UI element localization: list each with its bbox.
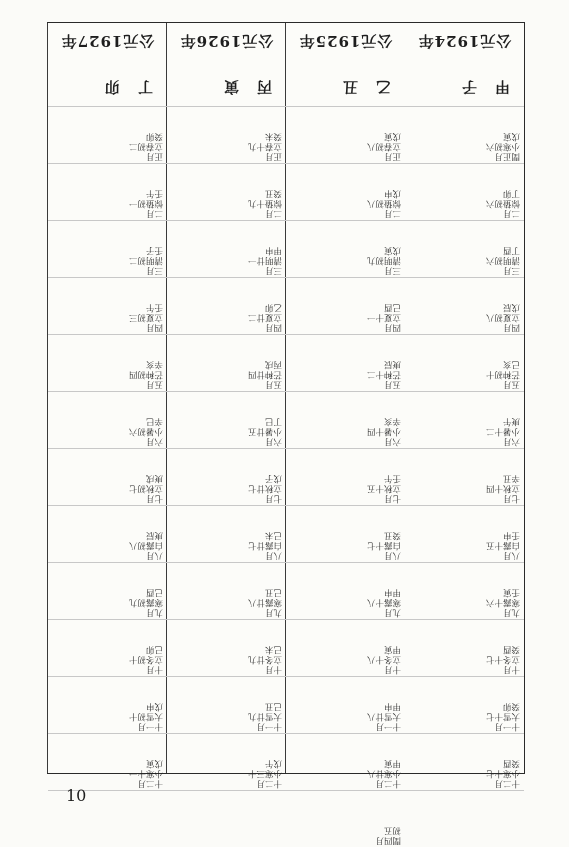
month-text: 寒露廿八 bbox=[247, 597, 282, 607]
month-cell bbox=[286, 619, 405, 676]
month-text: 壬申 bbox=[502, 530, 520, 540]
year-header bbox=[405, 23, 524, 107]
month-text: 三月 bbox=[383, 265, 401, 275]
month-text: 壬寅 bbox=[502, 587, 520, 597]
month-text: 十月 bbox=[502, 664, 520, 674]
month-text: 芒种初十 bbox=[485, 369, 520, 379]
year-title: 公元1924年 bbox=[417, 32, 512, 50]
month-text: 十一月 bbox=[256, 721, 282, 731]
month-cell bbox=[286, 676, 405, 733]
month-text: 十二月 bbox=[256, 778, 282, 788]
month-cell bbox=[286, 505, 405, 562]
month-text: 白露十七 bbox=[366, 540, 401, 550]
month-text: 戊申 bbox=[383, 188, 401, 198]
month-cell bbox=[286, 733, 405, 790]
month-text: 癸酉 bbox=[502, 758, 520, 768]
month-text: 辛巳 bbox=[145, 416, 163, 426]
month-cell bbox=[405, 391, 524, 448]
month-text: 八月 bbox=[264, 550, 282, 560]
month-text: 二月 bbox=[145, 208, 163, 218]
month-text: 丙戌 bbox=[264, 359, 282, 369]
month-text: 甲申 bbox=[383, 701, 401, 711]
month-text: 惊蛰十九 bbox=[247, 198, 282, 208]
month-cell bbox=[48, 220, 167, 277]
month-text: 立夏初三 bbox=[128, 312, 163, 322]
year-header bbox=[167, 23, 286, 107]
month-list bbox=[405, 106, 524, 788]
month-text: 二月 bbox=[264, 208, 282, 218]
month-cell bbox=[48, 334, 167, 391]
month-text: 十一月 bbox=[137, 721, 163, 731]
month-text: 庚辰 bbox=[145, 530, 163, 540]
month-text: 戊寅 bbox=[502, 131, 520, 141]
month-cell bbox=[405, 163, 524, 220]
month-text: 己丑 bbox=[264, 701, 282, 711]
month-cell bbox=[405, 277, 524, 334]
month-text: 壬午 bbox=[145, 302, 163, 312]
month-text: 癸卯 bbox=[502, 701, 520, 711]
month-text: 癸丑 bbox=[383, 530, 401, 540]
month-text: 閏四月 bbox=[375, 835, 401, 845]
month-text: 立夏十一 bbox=[366, 312, 401, 322]
month-text: 二月 bbox=[383, 208, 401, 218]
month-cell bbox=[48, 619, 167, 676]
month-text: 小暑十四 bbox=[366, 426, 401, 436]
month-text: 立秋廿七 bbox=[247, 483, 282, 493]
month-cell bbox=[167, 562, 286, 619]
month-text: 惊蛰初一 bbox=[128, 198, 163, 208]
month-text: 清明廿一 bbox=[247, 255, 282, 265]
month-text: 小寒廿八 bbox=[366, 768, 401, 778]
month-cell bbox=[286, 163, 405, 220]
month-cell bbox=[405, 676, 524, 733]
month-list bbox=[167, 106, 286, 788]
month-text: 初五 bbox=[383, 825, 401, 835]
month-text: 閏正月 bbox=[494, 151, 520, 161]
month-cell bbox=[405, 505, 524, 562]
year-ganzhi: 乙丑 bbox=[324, 78, 391, 96]
month-cell bbox=[167, 505, 286, 562]
month-text: 十一月 bbox=[494, 721, 520, 731]
month-text: 十二月 bbox=[137, 778, 163, 788]
month-text: 己酉 bbox=[383, 302, 401, 312]
month-text: 戊子 bbox=[264, 473, 282, 483]
month-text: 丁卯 bbox=[502, 188, 520, 198]
month-text: 立冬十八 bbox=[366, 654, 401, 664]
month-text: 正月 bbox=[264, 151, 282, 161]
year-header bbox=[48, 23, 167, 107]
month-text: 七月 bbox=[264, 493, 282, 503]
month-cell bbox=[405, 448, 524, 505]
month-text: 六月 bbox=[502, 436, 520, 446]
month-text: 大雪廿九 bbox=[247, 711, 282, 721]
month-cell bbox=[48, 163, 167, 220]
month-text: 四月 bbox=[264, 322, 282, 332]
month-text: 惊蛰初八 bbox=[366, 198, 401, 208]
year-ganzhi: 丁卯 bbox=[86, 78, 153, 96]
month-cell bbox=[286, 106, 405, 163]
month-text: 十一月 bbox=[375, 721, 401, 731]
month-text: 二月 bbox=[502, 208, 520, 218]
month-text: 正月 bbox=[145, 151, 163, 161]
month-text: 己丑 bbox=[264, 587, 282, 597]
year-header bbox=[286, 23, 405, 107]
month-text: 戊午 bbox=[264, 758, 282, 768]
month-text: 三月 bbox=[145, 265, 163, 275]
month-text: 立春十九 bbox=[247, 141, 282, 151]
month-cell bbox=[48, 277, 167, 334]
month-cell bbox=[286, 562, 405, 619]
month-cell bbox=[48, 505, 167, 562]
month-cell bbox=[286, 277, 405, 334]
month-text: 十月 bbox=[145, 664, 163, 674]
month-text: 九月 bbox=[145, 607, 163, 617]
month-text: 芒种廿四 bbox=[247, 369, 282, 379]
year-column bbox=[47, 23, 167, 788]
month-cell bbox=[167, 676, 286, 733]
month-text: 白露廿七 bbox=[247, 540, 282, 550]
month-text: 立秋十四 bbox=[485, 483, 520, 493]
month-text: 清明初九 bbox=[366, 255, 401, 265]
month-cell bbox=[167, 334, 286, 391]
month-text: 小暑十二 bbox=[485, 426, 520, 436]
month-text: 立夏初八 bbox=[485, 312, 520, 322]
month-cell bbox=[167, 277, 286, 334]
month-text: 己卯 bbox=[145, 644, 163, 654]
year-ganzhi: 甲子 bbox=[443, 78, 510, 96]
month-text: 清明初二 bbox=[128, 255, 163, 265]
month-text: 癸卯 bbox=[145, 131, 163, 141]
month-text: 五月 bbox=[264, 379, 282, 389]
month-cell bbox=[48, 391, 167, 448]
month-text: 辛亥 bbox=[145, 359, 163, 369]
month-text: 戊寅 bbox=[383, 245, 401, 255]
month-text: 九月 bbox=[502, 607, 520, 617]
month-cell bbox=[405, 334, 524, 391]
year-column bbox=[285, 23, 405, 845]
month-text: 立春初二 bbox=[128, 141, 163, 151]
month-cell bbox=[286, 790, 405, 847]
month-cell bbox=[167, 733, 286, 790]
month-text: 惊蛰初六 bbox=[485, 198, 520, 208]
month-text: 寒露初九 bbox=[128, 597, 163, 607]
month-text: 乙卯 bbox=[264, 302, 282, 312]
month-text: 戊辰 bbox=[502, 302, 520, 312]
month-text: 戊寅 bbox=[145, 758, 163, 768]
month-cell bbox=[167, 163, 286, 220]
month-text: 正月 bbox=[383, 151, 401, 161]
month-text: 壬子 bbox=[145, 245, 163, 255]
month-text: 四月 bbox=[502, 322, 520, 332]
month-text: 六月 bbox=[145, 436, 163, 446]
month-text: 戊申 bbox=[145, 701, 163, 711]
month-text: 六月 bbox=[264, 436, 282, 446]
month-text: 寒露十六 bbox=[485, 597, 520, 607]
month-cell bbox=[167, 106, 286, 163]
month-text: 小寒初六 bbox=[485, 141, 520, 151]
month-text: 癸丑 bbox=[264, 188, 282, 198]
month-cell bbox=[167, 790, 286, 847]
month-text: 清明初六 bbox=[485, 255, 520, 265]
month-text: 九月 bbox=[264, 607, 282, 617]
month-cell bbox=[286, 220, 405, 277]
month-text: 立冬初十 bbox=[128, 654, 163, 664]
month-text: 小寒十一 bbox=[128, 768, 163, 778]
month-text: 己未 bbox=[264, 644, 282, 654]
month-text: 三月 bbox=[502, 265, 520, 275]
month-text: 七月 bbox=[383, 493, 401, 503]
month-text: 三月 bbox=[264, 265, 282, 275]
month-text: 五月 bbox=[383, 379, 401, 389]
month-text: 丁巳 bbox=[264, 416, 282, 426]
month-text: 十二月 bbox=[494, 778, 520, 788]
month-text: 庚辰 bbox=[383, 359, 401, 369]
month-text: 八月 bbox=[383, 550, 401, 560]
month-text: 小暑初六 bbox=[128, 426, 163, 436]
month-text: 甲申 bbox=[383, 587, 401, 597]
year-title: 公元1927年 bbox=[60, 32, 155, 50]
year-column bbox=[405, 23, 524, 788]
month-text: 甲寅 bbox=[383, 644, 401, 654]
month-text: 九月 bbox=[383, 607, 401, 617]
month-text: 大雪廿八 bbox=[366, 711, 401, 721]
month-text: 十月 bbox=[264, 664, 282, 674]
month-text: 小寒三十 bbox=[247, 768, 282, 778]
month-cell bbox=[286, 448, 405, 505]
month-text: 己酉 bbox=[145, 587, 163, 597]
month-cell bbox=[405, 106, 524, 163]
month-text: 甲寅 bbox=[383, 758, 401, 768]
month-text: 小暑廿五 bbox=[247, 426, 282, 436]
month-text: 立春初八 bbox=[366, 141, 401, 151]
month-text: 壬午 bbox=[383, 473, 401, 483]
month-cell bbox=[405, 790, 524, 847]
month-text: 己未 bbox=[264, 530, 282, 540]
month-text: 立夏廿二 bbox=[247, 312, 282, 322]
month-text: 立秋初七 bbox=[128, 483, 163, 493]
month-text: 立冬廿九 bbox=[247, 654, 282, 664]
month-text: 白露十五 bbox=[485, 540, 520, 550]
month-text: 辛丑 bbox=[502, 473, 520, 483]
month-cell bbox=[48, 562, 167, 619]
year-column bbox=[166, 23, 286, 788]
month-cell bbox=[167, 220, 286, 277]
month-cell bbox=[405, 562, 524, 619]
month-cell bbox=[48, 448, 167, 505]
month-text: 立冬十七 bbox=[485, 654, 520, 664]
month-text: 芒种十二 bbox=[366, 369, 401, 379]
month-text: 甲申 bbox=[264, 245, 282, 255]
month-text: 八月 bbox=[502, 550, 520, 560]
month-cell bbox=[167, 448, 286, 505]
month-cell bbox=[286, 334, 405, 391]
month-text: 癸未 bbox=[264, 131, 282, 141]
month-text: 小寒十七 bbox=[485, 768, 520, 778]
month-text: 庚戌 bbox=[145, 473, 163, 483]
month-text: 己亥 bbox=[502, 359, 520, 369]
month-text: 大雪十七 bbox=[485, 711, 520, 721]
month-text: 立秋十五 bbox=[366, 483, 401, 493]
month-text: 七月 bbox=[502, 493, 520, 503]
month-text: 壬午 bbox=[145, 188, 163, 198]
month-text: 白露初八 bbox=[128, 540, 163, 550]
month-text: 寒露十八 bbox=[366, 597, 401, 607]
month-text: 八月 bbox=[145, 550, 163, 560]
month-list bbox=[48, 106, 167, 788]
month-text: 五月 bbox=[502, 379, 520, 389]
year-ganzhi: 丙寅 bbox=[205, 78, 272, 96]
month-cell bbox=[405, 220, 524, 277]
month-text: 丁酉 bbox=[502, 245, 520, 255]
month-text: 四月 bbox=[383, 322, 401, 332]
month-text: 辛亥 bbox=[383, 416, 401, 426]
month-text: 庚午 bbox=[502, 416, 520, 426]
month-cell bbox=[167, 391, 286, 448]
page-number: 10 bbox=[66, 786, 87, 805]
month-text: 七月 bbox=[145, 493, 163, 503]
month-text: 四月 bbox=[145, 322, 163, 332]
month-text: 戊寅 bbox=[383, 131, 401, 141]
year-title: 公元1926年 bbox=[179, 32, 274, 50]
month-text: 五月 bbox=[145, 379, 163, 389]
month-text: 六月 bbox=[383, 436, 401, 446]
month-text: 大雪初十 bbox=[128, 711, 163, 721]
month-cell bbox=[405, 733, 524, 790]
month-cell bbox=[48, 106, 167, 163]
month-text: 十二月 bbox=[375, 778, 401, 788]
month-list bbox=[286, 106, 405, 845]
month-cell bbox=[286, 391, 405, 448]
month-cell bbox=[405, 619, 524, 676]
month-cell bbox=[48, 733, 167, 790]
month-cell bbox=[48, 676, 167, 733]
year-title: 公元1925年 bbox=[298, 32, 393, 50]
month-text: 癸酉 bbox=[502, 644, 520, 654]
month-text: 芒种初四 bbox=[128, 369, 163, 379]
month-text: 十月 bbox=[383, 664, 401, 674]
month-cell bbox=[167, 619, 286, 676]
